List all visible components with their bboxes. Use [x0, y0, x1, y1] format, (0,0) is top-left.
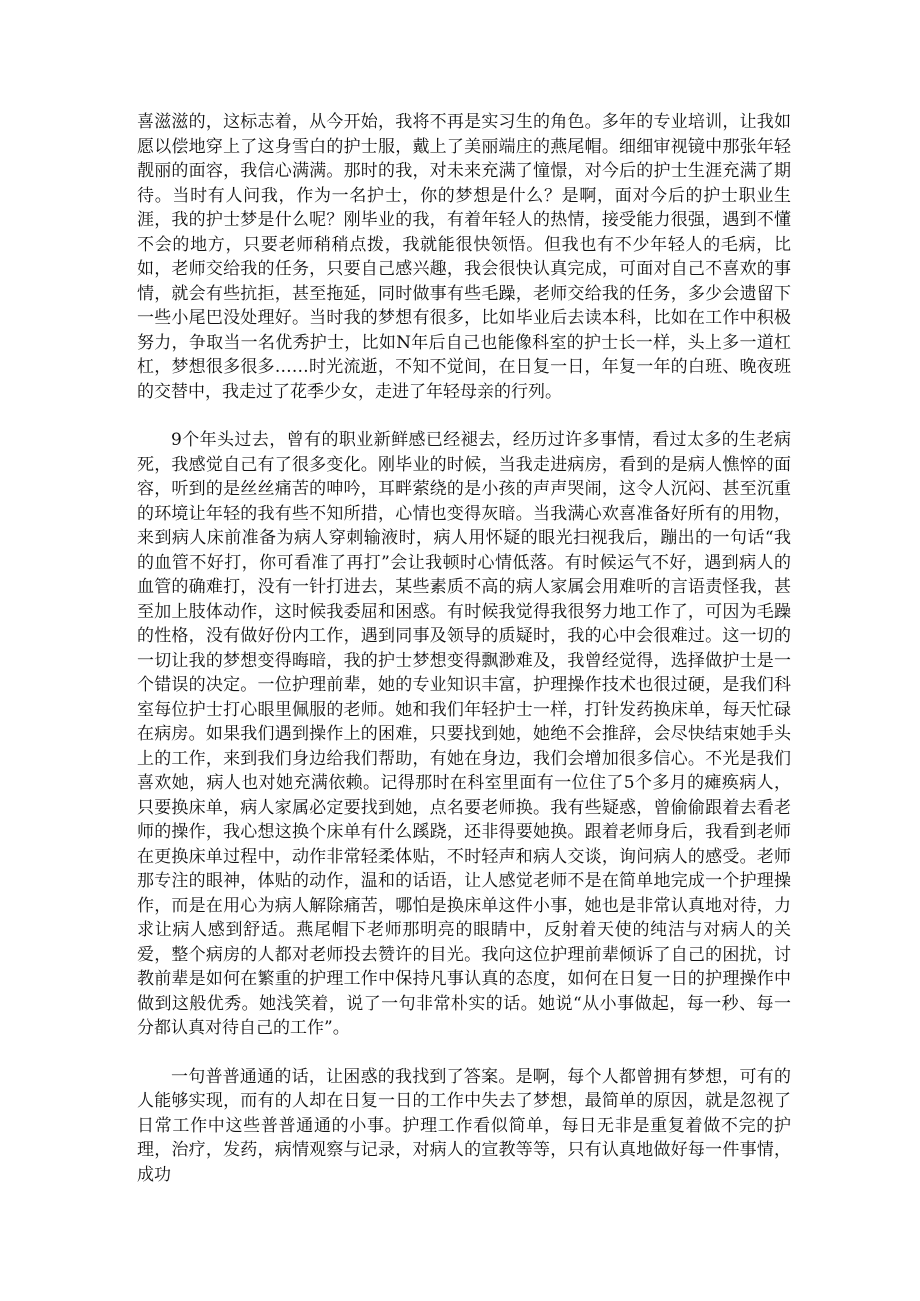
document-page [137, 110, 791, 1187]
paragraph-2: 9个年头过去，曾有的职业新鲜感已经褪去，经历过许多事情，看过太多的生老病死，我感觉自己有了很多变化。刚毕业的时候，当我走进病房，看到的是病人憔悴的面容，听到的是丝丝痛苦的呻吟，耳畔萦绕的是小孩的声声哭闹，这令人沉闷、甚至沉重的环境让年轻的我有些不知所措，心情也变得灰暗。当我满心欢喜准备好所有的用物，来到病人床前准备为病人穿刺输液时，病人用怀疑的眼光扫视我后，蹦出的一句话“我的血管不好打，你可看准了再打”会让我顿时心情低落。有时候运气不好，遇到病人的血管的确难打，没有一针打进去，某些素质不高的病人家属会用难听的言语责怪我，甚至加上肢体动作，这时候我委屈和困惑。有时候我觉得我很努力地工作了，可因为毛躁的性格，没有做好份内工作，遇到同事及领导的质疑时，我的心中会很难过。这一切的一切让我的梦想变得晦暗，我的护士梦想变得飘渺难及，我曾经觉得，选择做护士是一个错误的决定。一位护理前辈，她的专业知识丰富，护理操作技术也很过硬，是我们科室每位护士打心眼里佩服的老师。她和我们年轻护士一样，打针发药换床单，每天忙碌在病房。如果我们遇到操作上的困难，只要找到她，她绝不会推辞，会尽快结束她手头上的工作，来到我们身边给我们帮助，有她在身边，我们会增加很多信心。不光是我们喜欢她，病人也对她充满依赖。记得那时在科室里面有一位住了5个多月的瘫痪病人，只要换床单，病人家属必定要找到她，点名要老师换。我有些疑惑，曾偷偷跟着去看老师的操作，我心想这换个床单有什么蹊跷，还非得要她换。跟着老师身后，我看到老师在更换床单过程中，动作非常轻柔体贴，不时轻声和病人交谈，询问病人的感受。老师那专注的眼神，体贴的动作，温和的话语，让人感觉老师不是在简单地完成一个护理操作，而是在用心为病人解除痛苦，哪怕是换床单这件小事，她也是非常认真地对待，力求让病人感到舒适。燕尾帽下老师那明亮的眼睛中，反射着天使的纯洁与对病人的关爱，整个病房的人都对老师投去赞许的目光。我向这位护理前辈倾诉了自己的困扰，讨教前辈是如何在繁重的护理工作中保持凡事认真的态度，如何在日复一日的护理操作中做到这般优秀。她浅笑着，说了一句非常朴实的话。她说“从小事做起，每一秒、每一分都认真对待自己的工作”。 [137, 430, 791, 1038]
paragraph-3: 一句普普通通的话，让困惑的我找到了答案。是啊，每个人都曾拥有梦想，可有的人能够实现，而有的人却在日复一日的工作中失去了梦想，最简单的原因，就是忽视了日常工作中这些普普通通的小事。护理工作看似简单，每日无非是重复着做不完的护理，治疗，发药，病情观察与记录，对病人的宣教等等，只有认真地做好每一件事情，成功 [137, 1066, 791, 1185]
paragraph-1: 喜滋滋的，这标志着，从今开始，我将不再是实习生的角色。多年的专业培训，让我如愿以偿地穿上了这身雪白的护士服，戴上了美丽端庄的燕尾帽。细细审视镜中那张年轻靓丽的面容，我信心满满。那时的我，对未来充满了憧憬，对今后的护士生涯充满了期待。当时有人问我，作为一名护士，你的梦想是什么？是啊，面对今后的护士职业生涯，我的护士梦是什么呢？刚毕业的我，有着年轻人的热情，接受能力很强，遇到不懂不会的地方，只要老师稍稍点拨，我就能很快领悟。但我也有不少年轻人的毛病，比如，老师交给我的任务，只要自己感兴趣，我会很快认真完成，可面对自己不喜欢的事情，就会有些抗拒，甚至拖延，同时做事有些毛躁，老师交给我的任务，多少会遗留下一些小尾巴没处理好。当时我的梦想有很多，比如毕业后去读本科，比如在工作中积极努力，争取当一名优秀护士，比如N年后自己也能像科室的护士长一样，头上多一道杠杠，梦想很多很多……时光流逝，不知不觉间，在日复一日，年复一年的白班、晚夜班的交替中，我走过了花季少女，走进了年轻母亲的行列。 [137, 112, 791, 402]
